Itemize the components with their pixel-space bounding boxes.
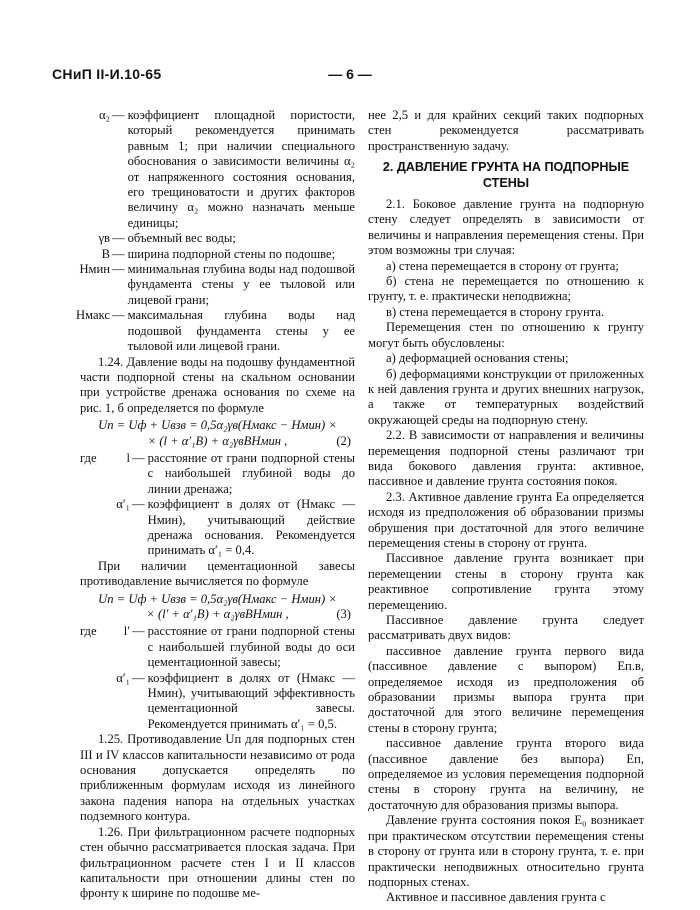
paragraph-rest-pressure: Давление грунта состояния покоя E₀ возникает при практическом отсутствии перемещения стены в сторону от грунта или в сторону грунта, т. е. при практически неподвижных относительно грунта подпорных стенах.: [368, 813, 644, 889]
page-number: — 6 —: [328, 66, 372, 82]
definition-text: расстояние от грани подпорной стены с наибольшей глубиной воды до оси цементационной завесы;: [147, 624, 355, 670]
definition-term: Hмин: [79, 262, 110, 277]
paragraph-1-26: 1.26. При фильтрационном расчете подпорных стен обычно рассматривается плоская задача. При фильтрационном расчете стен I и II классов капитальности при отношении длины стен по фронту к ширине по подошве ме-: [80, 824, 355, 901]
paragraph-1-25: 1.25. Противодавление Uп для подпорных стен III и IV классов капитальности независимо от рода основания допускается определять по приближенным формулам исходя из линейного закона падения напора на отдельных участках подземного контура.: [80, 732, 355, 824]
where-label: где: [80, 624, 97, 639]
definition-term: Hмакс: [76, 308, 110, 323]
definition-item: l′ — расстояние от грани подпорной стены с наибольшей глубиной воды до оси цементационной завесы;: [112, 624, 355, 670]
definition-item: Hмакс — максимальная глубина воды над подошвой фундамента стены у ее тыловой или лицевой грани.: [80, 308, 355, 354]
equation-number-3: (3): [336, 607, 351, 621]
left-column: [76, 108, 355, 902]
where-block-2: [80, 451, 355, 559]
definition-term: γв: [98, 231, 110, 246]
definition-text: максимальная глубина воды над подошвой фундамента стены у ее тыловой или лицевой грани.: [127, 308, 355, 354]
equation-number-2: (2): [336, 433, 351, 448]
where-label: где: [80, 450, 97, 465]
definition-term: α′₁: [116, 497, 130, 512]
paragraph-moves: Перемещения стен по отношению к грунту могут быть обусловлены:: [368, 320, 644, 350]
definition-item: Hмин — минимальная глубина воды над подошвой фундамента стены у ее тыловой или лицевой грани;: [80, 262, 355, 308]
definition-item: γв — объемный вес воды;: [80, 231, 355, 246]
definition-term: B: [101, 246, 110, 261]
formula-3-line-1: Uп = Uф + Uвзв = 0,5α₂γв(Hмакс − Hмин) ×: [98, 591, 337, 606]
cause-item: б) деформациями конструкции от приложенных к ней давления грунта и других внешних нагрузок, а также от температурных воздействий окружающей среды на подпорную стену.: [368, 366, 644, 427]
document-code: СНиП II-И.10-65: [52, 66, 162, 82]
formula-2-line-1: Uп = Uф + Uвзв = 0,5α₂γв(Hмакс − Hмин) ×: [98, 418, 337, 433]
definition-item: l — расстояние от грани подпорной стены с наибольшей глубиной воды до линии дренажа;: [112, 451, 355, 497]
paragraph-2-3: 2.3. Активное давление грунта Eа определяется исходя из предположения об образовании призмы обрушения при достаточной для этого величине перемещения стены в сторону от грунта.: [368, 489, 644, 550]
paragraph-last: Активное и пассивное давления грунта с: [386, 890, 606, 905]
definition-item: B — ширина подпорной стены по подошве;: [80, 247, 355, 262]
case-item: б) стена не перемещается по отношению к грунту, т. е. практически неподвижна;: [368, 274, 644, 304]
page-header: [52, 66, 648, 86]
paragraph-2-1: 2.1. Боковое давление грунта на подпорную стену следует определять в зависимости от величины и направления перемещения стены. При этом возможны три случая:: [368, 197, 644, 258]
paragraph-passive-two: Пассивное давление грунта следует рассматривать двух видов:: [368, 613, 644, 643]
definition-item: α′₁ — коэффициент в долях от (Hмакс — Hмин), учитывающий действие дренажа основания. Рекомендуется принимать α′₁ = 0,4.: [112, 497, 355, 559]
formula-3: [80, 592, 355, 623]
definition-text: расстояние от грани подпорной стены с наибольшей глубиной воды до линии дренажа;: [147, 450, 355, 496]
right-column: [368, 108, 644, 906]
formula-3-line-2: × (l′ + α′₁B) + α₂γвBHмин ,: [146, 607, 289, 621]
definition-text: ширина подпорной стены по подошве;: [127, 246, 336, 261]
definition-text: коэффициент площадной пористости, который рекомендуется принимать равным 1; при наличии специального обоснования о зависимости величины α₂ от напряженного состояния основания, его трещиноватости и других факторов величину α₂ можно назначать меньше единицы;: [127, 108, 355, 230]
paragraph-1-24: 1.24. Давление воды на подошву фундаментной части подпорной стены на скальном основании при устройстве дренажа основания по схеме на рис. 1, б определяется по формуле: [80, 354, 355, 415]
definition-term: l: [126, 450, 130, 465]
where-block-3: [80, 624, 355, 732]
definition-text: коэффициент в долях от (Hмакс — Hмин), учитывающий действие дренажа основания. Рекомендуется принимать α′₁ = 0,4.: [147, 497, 355, 558]
definition-term: α′₁: [116, 670, 130, 685]
case-item: в) стена перемещается в сторону грунта.: [386, 304, 605, 319]
definitions-top: [76, 108, 355, 355]
cause-item: а) деформацией основания стены;: [386, 351, 569, 366]
formula-2-line-2: × (l + α′₁B) + α₂γвBHмин ,: [147, 433, 288, 448]
paragraph-continuation: нее 2,5 и для крайних секций таких подпорных стен рекомендуется рассматривать пространственную задачу.: [368, 108, 644, 153]
formula-2: [80, 418, 355, 449]
definition-text: минимальная глубина воды над подошвой фундамента стены у ее тыловой или лицевой грани;: [127, 262, 355, 307]
paragraph-curtain: При наличии цементационной завесы противодавление вычисляется по формуле: [80, 558, 355, 589]
definition-text: объемный вес воды;: [127, 231, 236, 246]
paragraph-first-kind: пассивное давление грунта первого вида (пассивное давление с выпором) Eп.в, определяемое исходя из предположения об образовании призмы выпора грунта при достаточной для этого величине перемещения стены в сторону грунта;: [368, 643, 644, 735]
case-item: а) стена перемещается в сторону от грунта;: [386, 258, 619, 273]
definition-text: коэффициент в долях от (Hмакс — Hмин), учитывающий эффективность цементационной завесы. Рекомендуется принимать α′₁ = 0,5.: [147, 670, 355, 731]
definition-term: l′: [123, 624, 130, 639]
paragraph-passive: Пассивное давление грунта возникает при перемещении стены в сторону грунта как реактивное сопротивление грунта этому перемещению.: [368, 551, 644, 612]
definition-item: α₂ — коэффициент площадной пористости, который рекомендуется принимать равным 1; при наличии специального обоснования о зависимости величины α₂ от напряженного состояния основания, его трещиноватости и других факторов величину α₂ можно назначать меньше единицы;: [80, 108, 355, 231]
paragraph-2-2: 2.2. В зависимости от направления и величины перемещения подпорной стены различают три вида бокового давления грунта: активное, пассивное и давление грунта состояния покоя.: [368, 428, 644, 489]
paragraph-second-kind: пассивное давление грунта второго вида (пассивное давление без выпора) Eп, определяемое из условия перемещения подпорной стены в сторону грунта на величину, не достаточную для образования призмы выпора.: [368, 736, 644, 812]
definition-item: α′₁ — коэффициент в долях от (Hмакс — Hмин), учитывающий эффективность цементационной завесы. Рекомендуется принимать α′₁ = 0,5.: [112, 671, 355, 733]
definition-term: α₂: [99, 108, 110, 122]
section-title: 2. ДАВЛЕНИЕ ГРУНТА НА ПОДПОРНЫЕ СТЕНЫ: [382, 160, 630, 190]
